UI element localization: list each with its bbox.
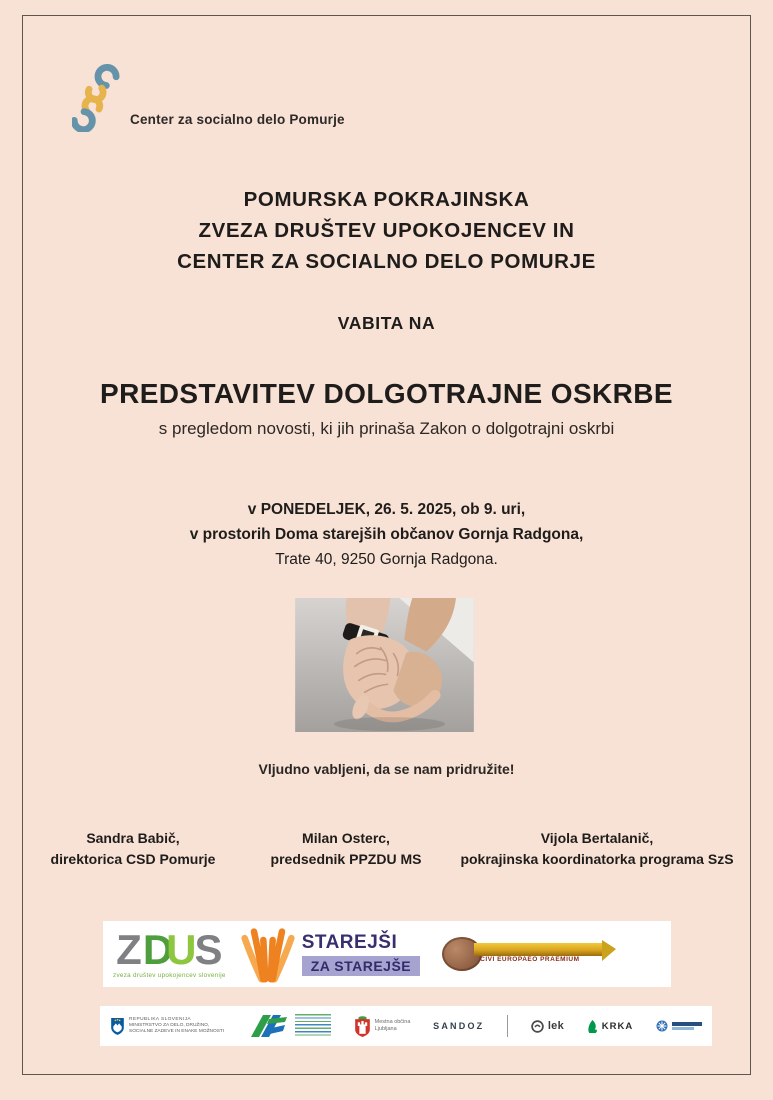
event-venue-line: v prostorih Doma starejših občanov Gornja Radgona, <box>189 526 584 543</box>
org-name: Center za socialno delo Pomurje <box>130 112 345 127</box>
event-title: PREDSTAVITEV DOLGOTRAJNE OSKRBE <box>100 378 673 409</box>
szs-subtitle: ZA STAREJŠE <box>302 956 420 976</box>
partner-logo <box>656 1020 702 1032</box>
award-caption: CIVI EUROPAEO PRAEMIUM <box>480 956 580 963</box>
starejsi-za-starejse-logo <box>240 924 420 984</box>
zdus-letter: D <box>142 925 174 973</box>
sandoz-logo: SANDOZ <box>433 1021 485 1031</box>
krka-logo <box>587 1020 633 1033</box>
fiho-text-lines <box>295 1014 331 1038</box>
civi-europaeo-praemium-award-logo <box>442 932 622 976</box>
ljubljana-coat-of-arms-icon <box>354 1015 371 1038</box>
ministry-text <box>129 1017 224 1035</box>
lek-logo <box>531 1020 564 1033</box>
signatory-role: pokrajinska koordinatorka programa SzS <box>460 851 734 867</box>
signature-block <box>452 828 742 870</box>
partner-emblem-icon <box>656 1020 668 1032</box>
signature-block <box>256 828 436 870</box>
krka-label: KRKA <box>601 1020 634 1032</box>
organizers-heading <box>40 184 733 277</box>
ministry-line: MINISTRSTVO ZA DELO, DRUŽINO, <box>129 1023 210 1028</box>
partner-wordmark-line <box>672 1027 694 1030</box>
ministry-logo <box>110 1017 224 1036</box>
starejsi-za-starejse-wordmark <box>302 932 420 976</box>
fiho-icon <box>247 1011 291 1041</box>
partner-wordmark <box>672 1022 702 1030</box>
closing-line: Vljudno vabljeni, da se nam pridružite! <box>258 761 515 777</box>
krka-icon <box>587 1020 598 1033</box>
slovenia-coat-of-arms-icon <box>110 1017 125 1036</box>
zdus-letter: Z <box>116 925 142 973</box>
ljubljana-municipality-logo <box>354 1015 411 1038</box>
signatory-role: direktorica CSD Pomurje <box>50 851 216 867</box>
invite-line: VABITA NA <box>337 313 436 333</box>
reaching-hands-icon <box>240 924 296 984</box>
fiho-logo <box>247 1011 331 1041</box>
zdus-wordmark <box>116 925 223 973</box>
hands-photo <box>295 598 474 732</box>
signatory-name: Vijola Bertalanič, <box>540 830 654 846</box>
hands-photo-image <box>295 598 474 732</box>
municipality-line: Mestna občina <box>374 1019 411 1025</box>
zdus-letter: U <box>166 925 197 973</box>
municipality-text <box>375 1019 411 1033</box>
event-address-line: Trate 40, 9250 Gornja Radgona. <box>275 551 498 568</box>
signatory-name: Milan Osterc, <box>302 830 390 846</box>
gold-banner <box>474 943 602 956</box>
zdus-tagline: zveza društev upokojencev slovenije <box>113 971 226 979</box>
ministry-line: REPUBLIKA SLOVENIJA <box>129 1017 191 1022</box>
szs-title: STAREJŠI <box>301 932 398 953</box>
gold-banner-arrow <box>602 940 616 961</box>
divider <box>507 1015 508 1037</box>
lek-icon <box>531 1020 544 1033</box>
sponsor-logo-strip <box>100 1006 712 1046</box>
event-details <box>40 497 733 572</box>
csd-pomurje-logo-icon <box>72 64 124 132</box>
signatory-name: Sandra Babič, <box>86 830 180 846</box>
municipality-line: Ljubljana <box>374 1026 397 1032</box>
organizers-line-3: CENTER ZA SOCIALNO DELO POMURJE <box>177 250 596 273</box>
organizers-line-2: ZVEZA DRUŠTEV UPOKOJENCEV IN <box>198 219 575 242</box>
organizers-line-1: POMURSKA POKRAJINSKA <box>243 188 530 211</box>
partner-wordmark-line <box>672 1022 702 1026</box>
signature-block <box>23 828 243 870</box>
event-subtitle: s pregledom novosti, ki jih prinaša Zakon o dolgotrajni oskrbi <box>158 419 615 438</box>
signatory-role: predsednik PPZDU MS <box>270 851 422 867</box>
zdus-logo <box>113 925 226 979</box>
ministry-line: SOCIALNE ZADEVE IN ENAKE MOŽNOSTI <box>129 1029 225 1034</box>
event-date-line: v PONEDELJEK, 26. 5. 2025, ob 9. uri, <box>247 501 526 518</box>
partner-logo-strip <box>103 921 671 987</box>
zdus-letter: S <box>194 925 223 973</box>
lek-label: lek <box>547 1020 565 1032</box>
